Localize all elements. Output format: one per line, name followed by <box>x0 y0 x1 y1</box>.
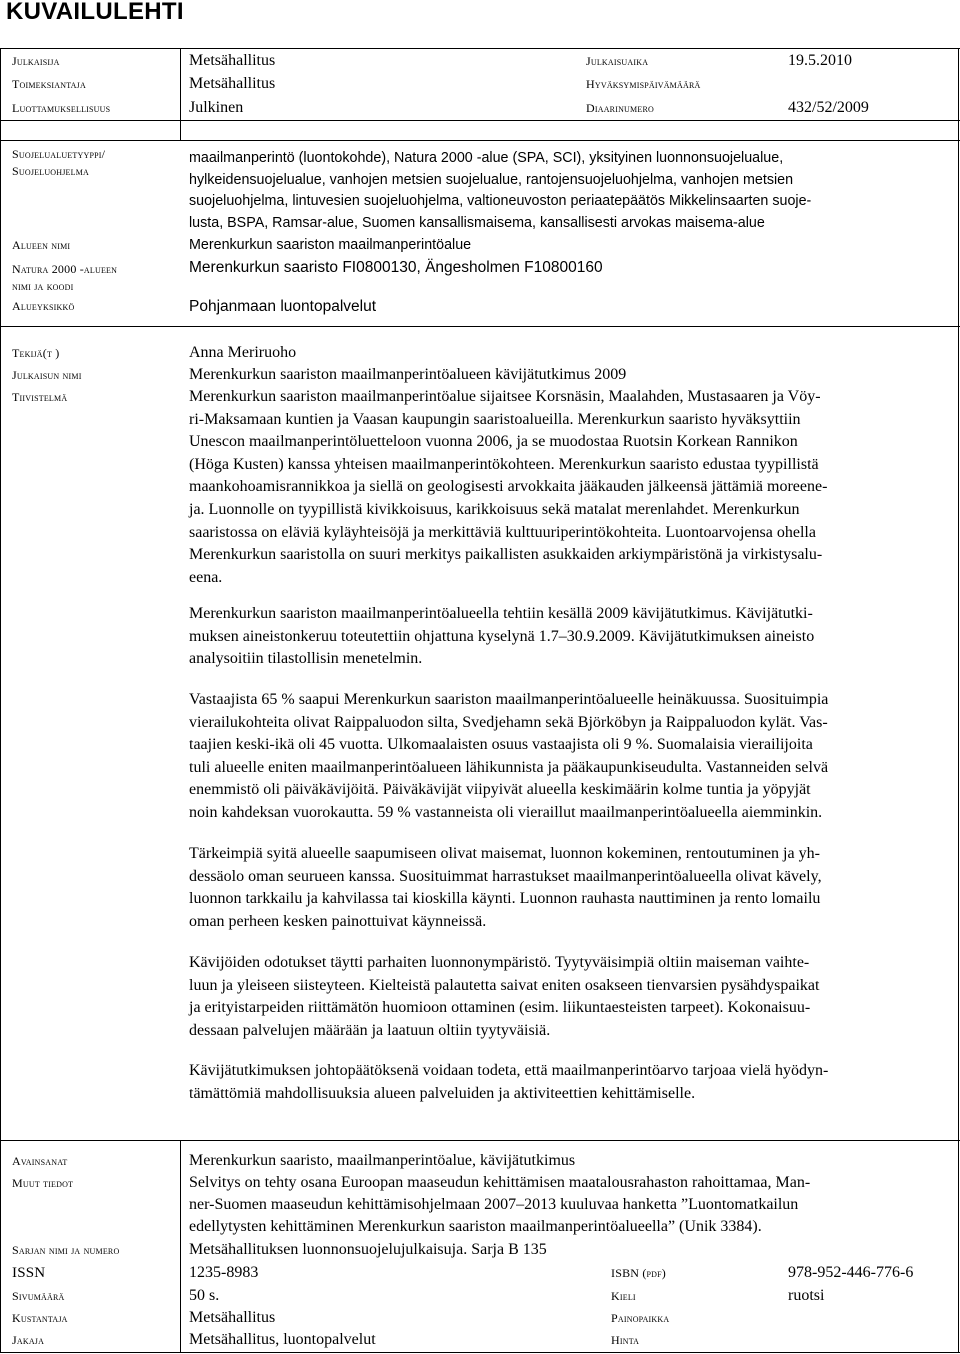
keywords-label: Avainsanat <box>12 1154 68 1168</box>
pub-title-value: Merenkurkun saariston maailmanperintöalueen kävijätutkimus 2009 <box>189 366 627 383</box>
other-info-value <box>189 1172 939 1238</box>
pub-date-value: 19.5.2010 <box>788 52 852 69</box>
area-name-label: Alueen nimi <box>12 238 71 252</box>
isbn-value: 978-952-446-776-6 <box>788 1264 914 1281</box>
text-line: luonnon tarkkailu ja kahvilassa tai kioskilla käynti. Luonnon rauhasta nauttiminen ja rento lomailu <box>189 890 821 908</box>
distributor-label: Jakaja <box>12 1333 45 1347</box>
approval-date-label: Hyväksymispäivämäärä <box>586 77 701 91</box>
rule <box>180 1140 181 1353</box>
abstract-paragraph <box>189 689 939 825</box>
distributor-value: Metsähallitus, luontopalvelut <box>189 1331 376 1348</box>
rule <box>0 1352 960 1353</box>
text-line: dessaan palvelujen määrään ja laatuun oltiin tyytyväisiä. <box>189 1021 551 1039</box>
area-type-label-line: Suojeluohjelma <box>12 163 90 178</box>
text-line: maailmanperintö (luontokohde), Natura 2000 -alue (SPA, SCI), yksityinen luonnonsuojelualue, <box>189 150 784 166</box>
author-label: Tekijä(t ) <box>12 346 60 360</box>
publisher-label: Julkaisija <box>12 54 60 68</box>
pages-value: 50 s. <box>189 1287 220 1304</box>
text-line: dessäolo oman seurueen kanssa. Suosituimmat harrastukset maailmanperintöalueella olivat kävely, <box>189 867 822 885</box>
area-type-label <box>12 146 105 179</box>
register-no-value: 432/52/2009 <box>788 99 869 116</box>
text-line: Unescon maailmanperintöluetteloon vuonna 2006, ja se muodostaa Ruotsin Korkean Rannikon <box>189 433 798 451</box>
text-line: Vastaajista 65 % saapui Merenkurkun saariston maailmanperintöalueelle heinäkuussa. Suosituimpia <box>189 691 829 708</box>
abstract-label: Tiivistelmä <box>12 390 68 404</box>
confidentiality-value: Julkinen <box>189 99 244 116</box>
rule <box>0 48 960 49</box>
natura-label-line: Natura 2000 -alueen <box>12 262 118 276</box>
price-label: Hinta <box>611 1333 640 1347</box>
language-label: Kieli <box>611 1289 636 1303</box>
text-line: vierailukohteita olivat Raippaluodon silta, Svedjehamn sekä Björköbyn ja Raippaluodon kylät. Vas- <box>189 713 828 731</box>
text-line: tuli alueelle eniten maailmanperintöalueen lähikunnista ja pääkaupunkiseudulta. Vastanneiden selvä <box>189 758 829 776</box>
confidentiality-label: Luottamuksellisuus <box>12 101 111 115</box>
text-line: eena. <box>189 568 223 586</box>
rule <box>180 48 181 141</box>
text-line: analysoitiin tilastollisin menetelmin. <box>189 650 423 668</box>
other-info-label: Muut tiedot <box>12 1176 74 1190</box>
natura-label-line: nimi ja koodi <box>12 278 74 293</box>
issn-value: 1235-8983 <box>189 1264 259 1281</box>
commissioner-value: Metsähallitus <box>189 75 276 92</box>
register-no-label: Diaarinumero <box>586 101 654 115</box>
rule <box>0 326 960 327</box>
text-line: ja erityistarpeiden riittämätön huomioon ottaminen (esim. liikuntaesteisten tarpeet). Kokonaisuu- <box>189 999 811 1017</box>
natura-label <box>12 261 117 294</box>
text-line: hylkeidensuojelualue, vanhojen metsien suojelualue, rantojensuojeluohjelma, vanhojen metsien <box>189 171 794 188</box>
text-line: ner-Suomen maaseudun kehittämisohjelmaan 2007–2013 kuuluvaa hanketta ”Luontomatkailun <box>189 1196 799 1213</box>
abstract-paragraph <box>189 952 939 1042</box>
unit-value: Pohjanmaan luontopalvelut <box>189 298 376 315</box>
text-line: edellytysten kehittäminen Merenkurkun saariston maailmanperintöalueella” (Unik 3384). <box>189 1218 762 1235</box>
text-line: suojeluohjelma, lintuvesien suojeluohjelma, valtioneuvoston periaatepäätös Mikkelinsaarten suoje- <box>189 193 812 210</box>
text-line: (Höga Kusten) kanssa yhteisen maailmanperintökohteen. Merenkurkun saaristo edustaa tyypillistä <box>189 455 819 473</box>
text-line: Kävijätutkimuksen johtopäätöksenä voidaan todeta, että maailmanperintöarvo tarjoaa vielä hyödyn- <box>189 1062 829 1079</box>
abstract-paragraph <box>189 1060 939 1105</box>
area-type-value <box>189 148 811 234</box>
text-line: enemmistö oli päiväkävijöitä. Päiväkävijät viipyivät alueella keskimäärin kolme tuntia ja yöpyjät <box>189 781 811 799</box>
text-line: Kävijöiden odotukset täytti parhaiten luonnonympäristö. Tyytyväisimpiä oltiin maiseman vaihte- <box>189 954 810 971</box>
text-line: Merenkurkun saaristolla on suuri merkitys paikallisten asukkaiden arkiympäristönä ja virkistysalu- <box>189 546 823 564</box>
series-value: Metsähallituksen luonnonsuojelujulkaisuja. Sarja B 135 <box>189 1241 547 1258</box>
text-line: Merenkurkun saariston maailmanperintöalueella tehtiin kesällä 2009 kävijätutkimus. Kävijätutki- <box>189 605 813 622</box>
abstract-paragraph <box>189 386 939 589</box>
isbn-label: ISBN (pdf) <box>611 1266 667 1280</box>
text-line: Merenkurkun saariston maailmanperintöalue sijaitsee Korsnäsin, Maalahden, Mustasaaren ja Vöy- <box>189 388 821 405</box>
pub-date-label: Julkaisuaika <box>586 54 649 68</box>
pub-title-label: Julkaisun nimi <box>12 368 82 382</box>
abstract-paragraph <box>189 603 939 671</box>
text-line: lusta, BSPA, Ramsar-alue, Suomen kansallismaisema, kansallisesti arvokas maisema-alue <box>189 214 765 231</box>
text-line: saaristossa on eläviä kyläyhteisöjä ja merkittäviä kulttuuriperintökohteita. Luontoarvojensa ohella <box>189 523 816 541</box>
area-name-value: Merenkurkun saariston maailmanperintöalue <box>189 237 472 253</box>
text-line: Selvitys on tehty osana Euroopan maaseudun kehittämisen maatalousrahaston rahoittamaa, Man- <box>189 1174 811 1191</box>
unit-label: Alueyksikkö <box>12 299 75 313</box>
author-value: Anna Meriruoho <box>189 344 297 361</box>
text-line: luun ja yleiseen siisteyteen. Kielteistä palautetta saivat eniten osakseen tienvarsien pysähdyspaikat <box>189 976 820 994</box>
publisher-value: Metsähallitus <box>189 52 276 69</box>
text-line: tämättömiä mahdollisuuksia alueen palveluiden ja aktiviteettien kehittämiselle. <box>189 1084 696 1102</box>
text-line: taajien keski-ikä oli 45 vuotta. Ulkomaalaisten osuus vastaajista oli 9 %. Suomalaisia vierailijoita <box>189 736 813 754</box>
rule <box>958 48 959 1353</box>
commissioner-label: Toimeksiantaja <box>12 77 86 91</box>
abstract-paragraph <box>189 843 939 933</box>
natura-value: Merenkurkun saaristo FI0800130, Ängesholmen F10800160 <box>189 259 603 276</box>
text-line: Tärkeimpiä syitä alueelle saapumiseen olivat maisemat, luonnon kokeminen, rentoutuminen ja yh- <box>189 845 820 862</box>
text-line: oman perheen kesken painottuivat käynneissä. <box>189 912 487 930</box>
rule <box>0 1140 960 1141</box>
pages-label: Sivumäärä <box>12 1289 65 1303</box>
text-line: noin kahdeksan vuorokautta. 59 % vastanneista oli vieraillut maailmanperintöalueella aiemminkin. <box>189 803 823 821</box>
publisher-footer-value: Metsähallitus <box>189 1309 276 1326</box>
text-line: ri-Maksamaan kuntien ja Vaasan kaupungin saaristoalueilla. Merenkurkun saaristo hyväksyttiin <box>189 410 801 428</box>
page-title: KUVAILULEHTI <box>6 0 184 25</box>
language-value: ruotsi <box>788 1287 825 1304</box>
series-label: Sarjan nimi ja numero <box>12 1243 120 1257</box>
text-line: maankohoamisrannikkoa ja siellä on geologisesti arvokkaita jääkauden jälkeensä jättämiä moreene- <box>189 478 828 496</box>
issn-label: ISSN <box>12 1265 46 1281</box>
text-line: muksen aineistonkeruu toteutettiin ohjattuna kyselynä 1.7–30.9.2009. Kävijätutkimuksen aineisto <box>189 627 815 645</box>
rule <box>0 140 960 141</box>
area-type-label-line: Suojelualuetyyppi/ <box>12 147 106 161</box>
rule <box>0 48 1 1353</box>
printer-label: Painopaikka <box>611 1311 670 1325</box>
keywords-value: Merenkurkun saaristo, maailmanperintöalue, kävijätutkimus <box>189 1152 576 1169</box>
publisher-footer-label: Kustantaja <box>12 1311 68 1325</box>
rule <box>0 120 960 121</box>
text-line: ja. Luonnolle on tyypillistä kivikkoisuus, karikkoisuus sekä matalat merenlahdet. Merenkurkun <box>189 500 800 518</box>
